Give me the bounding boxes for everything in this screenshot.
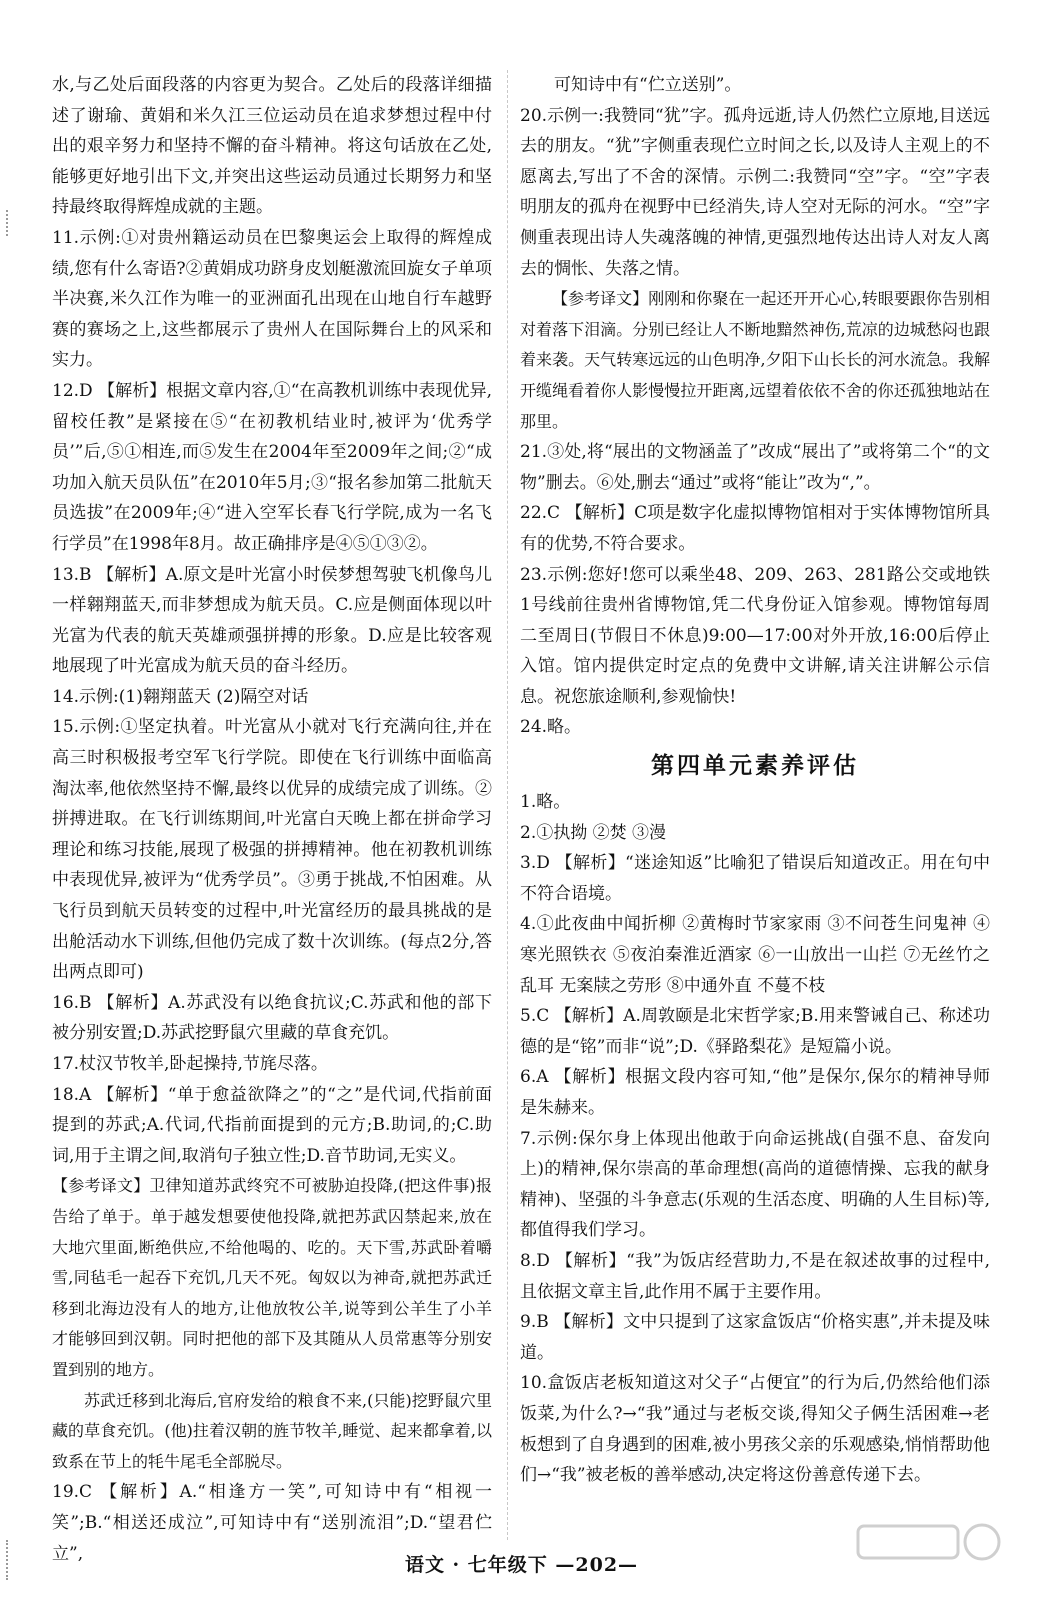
answer-item: 23.示例:您好!您可以乘坐48、209、263、281路公交或地铁1号线前往贵州省博物馆,凭二代身份证入馆参观。博物馆每周二至周日(节假日不休息)9:00—17:00对外开放,16:00后停止入馆。馆内提供定时定点的免费中文讲解,请关注讲解公示信息。祝您旅途顺利,参观愉快! (520, 564, 990, 707)
reference-translation: 【参考译文】刚刚和你聚在一起还开开心心,转眼要跟你告别相对着落下泪滴。分别已经让人不断地黯然神伤,荒凉的边城愁闷也跟着来袭。天气转寒远远的山色明净,夕阳下山长长的河水流急。我解开缆绳看着你人影慢慢拉开距离,远望着依依不舍的你还孤独地站在那里。 (520, 289, 990, 431)
answer-item: 16.B 【解析】A.苏武没有以绝食抗议;C.苏武和他的部下被分别安置;D.苏武挖野鼠穴里藏的草食充饥。 (52, 992, 492, 1044)
reference-translation: 【参考译文】卫律知道苏武终究不可被胁迫投降,(把这件事)报告给了单于。单于越发想要使他投降,就把苏武囚禁起来,放在大地穴里面,断绝供应,不给他喝的、吃的。天下雪,苏武卧着嚼雪,同毡毛一起吞下充饥,几天不死。匈奴以为神奇,就把苏武迁移到北海边没有人的地方,让他放牧公羊,说等到公羊生了小羊才能够回到汉朝。同时把他的部下及其随从人员常惠等分别安置到别的地方。 (52, 1176, 492, 1379)
right-column-answers (520, 70, 990, 743)
answer-item: 11.示例:①对贵州籍运动员在巴黎奥运会上取得的辉煌成绩,您有什么寄语?②黄娟成功跻身皮划艇激流回旋女子单项半决赛,米久江作为唯一的亚洲面孔出现在山地自行车越野赛的赛场之上,这些都展示了贵州人在国际舞台上的风采和实力。 (52, 227, 492, 371)
answer-item: 5.C 【解析】A.周敦颐是北宋哲学家;B.用来警诫自己、称述功德的是“铭”而非“说”;D.《驿路梨花》是短篇小说。 (520, 1006, 990, 1057)
answer-item: 18.A 【解析】“单于愈益欲降之”的“之”是代词,代指前面提到的苏武;A.代词,代指前面提到的元方;B.助词,的;C.助词,用于主谓之间,取消句子独立性;D.音节助词,无实义。 (52, 1084, 492, 1166)
answer-item: 水,与乙处后面段落的内容更为契合。乙处后的段落详细描述了谢瑜、黄娟和米久江三位运动员在追求梦想过程中付出的艰辛努力和坚持不懈的奋斗精神。将这句话放在乙处,能够更好地引出下文,并突出这些运动员通过长期努力和坚持最终取得辉煌成就的主题。 (52, 75, 492, 218)
answer-item: 6.A 【解析】根据文段内容可知,“他”是保尔,保尔的精神导师是朱赫来。 (520, 1067, 990, 1118)
answer-item: 2.①执拗 ②焚 ③漫 (520, 822, 667, 843)
answer-item: 12.D 【解析】根据文章内容,①“在高教机训练中表现优异,留校任教”是紧接在⑤“在初教机结业时,被评为‘优秀学员’”后,⑤①相连,而⑤发生在2004年至2009年之间;②“成功加入航天员队伍”在2010年5月;③“报名参加第二批航天员选拔”在2009年;④“进入空军长春飞行学院,成为一名飞行学员”在1998年8月。故正确排序是④⑤①③②。 (52, 380, 492, 554)
answer-item: 1.略。 (520, 792, 571, 813)
margin-dots-top (6, 210, 12, 236)
reference-translation: 苏武迁移到北海后,官府发给的粮食不来,(只能)挖野鼠穴里藏的草食充饥。(他)拄着汉朝的旌节牧羊,睡觉、起来都拿着,以致系在节上的牦牛尾毛全部脱尽。 (52, 1390, 492, 1471)
answer-item: 24.略。 (520, 717, 582, 738)
answer-item: 8.D 【解析】“我”为饭店经营助力,不是在叙述故事的过程中,且依据文章主旨,此作用不属于主要作用。 (520, 1250, 990, 1302)
answer-item: 21.③处,将“展出的文物涵盖了”改成“展出了”或将第二个“的文物”删去。⑥处,删去“通过”或将“能让”改为“,”。 (520, 442, 990, 493)
answer-item: 14.示例:(1)翱翔蓝天 (2)隔空对话 (52, 686, 309, 707)
answer-item: 3.D 【解析】“迷途知返”比喻犯了错误后知道改正。用在句中不符合语境。 (520, 853, 990, 904)
answer-item: 4.①此夜曲中闻折柳 ②黄梅时节家家雨 ③不问苍生问鬼神 ④寒光照铁衣 ⑤夜泊秦淮近酒家 ⑥一山放出一山拦 ⑦无丝竹之乱耳 无案牍之劳形 ⑧中通外直 不蔓不枝 (520, 914, 990, 996)
answer-item: 7.示例:保尔身上体现出他敢于向命运挑战(自强不息、奋发向上)的精神,保尔崇高的革命理想(高尚的道德情操、忘我的献身精神)、坚强的斗争意志(乐观的生活态度、明确的人生目标)等,都值得我们学习。 (520, 1128, 990, 1241)
answer-item: 22.C 【解析】C项是数字化虚拟博物馆相对于实体博物馆所具有的优势,不符合要求。 (520, 503, 990, 554)
left-column (52, 70, 492, 1569)
answer-item: 13.B 【解析】A.原文是叶光富小时侯梦想驾驶飞机像鸟儿一样翱翔蓝天,而非梦想成为航天员。C.应是侧面体现以叶光富为代表的航天英雄顽强拼搏的形象。D.应是比较客观地展现了叶光富成为航天员的奋斗经历。 (52, 564, 492, 677)
right-column (520, 70, 990, 1491)
page-footer: 语文 · 七年级下 —202— (404, 1554, 639, 1576)
answer-item: 17.杖汉节牧羊,卧起操持,节旄尽落。 (52, 1054, 328, 1074)
column-divider (507, 70, 508, 1540)
answer-site-watermark-logo (850, 1518, 1010, 1592)
answer-item: 20.示例一:我赞同“犹”字。孤舟远逝,诗人仍然伫立原地,目送远去的朋友。“犹”字侧重表现伫立时间之长,以及诗人主观上的不愿离去,写出了不舍的深情。示例二:我赞同“空”字。“空”字表明朋友的孤舟在视野中已经消失,诗人空对无际的河水。“空”字侧重表现出诗人失魂落魄的神情,更强烈地传达出诗人对友人离去的惆怅、失落之情。 (520, 105, 990, 279)
section-title: 第四单元素养评估 (651, 752, 859, 780)
answer-item: 10.盒饭店老板知道这对父子“占便宜”的行为后,仍然给他们添饭菜,为什么?→“我”通过与老板交谈,得知父子俩生活困难→老板想到了自身遇到的困难,被小男孩父亲的乐观感染,悄悄帮助他们→“我”被老板的善举感动,决定将这份善意传递下去。 (520, 1373, 990, 1486)
answer-item: 可知诗中有“伫立送别”。 (554, 75, 742, 95)
answer-item: 15.示例:①坚定执着。叶光富从小就对飞行充满向往,并在高三时积极报考空军飞行学院。即使在飞行训练中面临高淘汰率,他依然坚持不懈,最终以优异的成绩完成了训练。②拼搏进取。在飞行训练期间,叶光富白天晚上都在拼命学习理论和练习技能,展现了极强的拼搏精神。他在初教机训练中表现优异,被评为“优秀学员”。③勇于挑战,不怕困难。从飞行员到航天员转变的过程中,叶光富经历的最具挑战的是出舱活动水下训练,但他仍完成了数十次训练。(每点2分,答出两点即可) (52, 717, 492, 983)
answer-item: 19.C 【解析】A.“相逢方一笑”,可知诗中有“相视一笑”;B.“相送还成泣”,可知诗中有“送别流泪”;D.“望君伫立”, (52, 1482, 492, 1564)
section-answers (520, 787, 990, 1491)
answer-item: 9.B 【解析】文中只提到了这家盒饭店“价格实惠”,并未提及味道。 (520, 1312, 990, 1363)
